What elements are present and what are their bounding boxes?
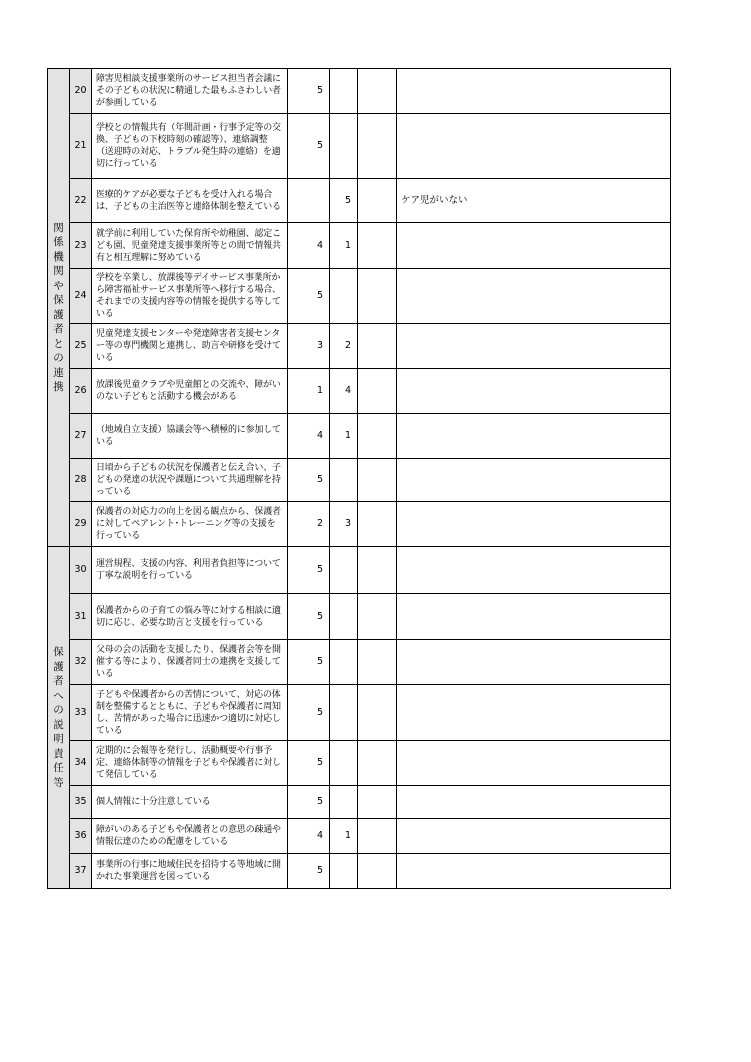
table-row [48,369,671,414]
row-number: 20 [70,69,92,114]
note [397,114,671,179]
row-number: 32 [70,640,92,685]
note [397,269,671,324]
yes-count: 2 [288,502,330,547]
table-row [48,179,671,223]
note [397,640,671,685]
item-text: 学校との情報共有（年間計画・行事予定等の交換、子どもの下校時刻の確認等）、連絡調整（送迎時の対応、トラブル発生時の連絡）を適切に行っている [92,114,288,179]
yes-count [288,179,330,223]
table-row [48,502,671,547]
unknown-count [358,594,397,640]
table-row [48,547,671,594]
table-row [48,685,671,741]
unknown-count [358,369,397,414]
row-number: 22 [70,179,92,223]
no-count: 1 [330,414,358,459]
item-text: 学校を卒業し、放課後等デイサービス事業所から障害福祉サービス事業所等へ移行する場合、それまでの支援内容等の情報を提供する等している [92,269,288,324]
row-number: 23 [70,223,92,269]
yes-count: 4 [288,819,330,854]
unknown-count [358,547,397,594]
note [397,414,671,459]
row-number: 36 [70,819,92,854]
item-text: 事業所の行事に地域住民を招待する等地域に開かれた事業運営を図っている [92,854,288,889]
item-text: （地域自立支援）協議会等へ積極的に参加している [92,414,288,459]
note [397,819,671,854]
yes-count: 5 [288,640,330,685]
table-row [48,69,671,114]
table-row [48,269,671,324]
note [397,223,671,269]
row-number: 28 [70,459,92,502]
no-count [330,854,358,889]
table-row [48,819,671,854]
note [397,685,671,741]
no-count [330,459,358,502]
unknown-count [358,459,397,502]
item-text: 医療的ケアが必要な子どもを受け入れる場合は、子どもの主治医等と連絡体制を整えている [92,179,288,223]
item-text: 運営規程、支援の内容、利用者負担等について丁寧な説明を行っている [92,547,288,594]
item-text: 保護者からの子育ての悩み等に対する相談に適切に応じ、必要な助言と支援を行っている [92,594,288,640]
item-text: 個人情報に十分注意している [92,786,288,819]
note [397,547,671,594]
table-row [48,223,671,269]
row-number: 34 [70,741,92,786]
no-count: 3 [330,502,358,547]
note [397,69,671,114]
unknown-count [358,223,397,269]
unknown-count [358,502,397,547]
item-text: 父母の会の活動を支援したり、保護者会等を開催する等により、保護者同士の連携を支援している [92,640,288,685]
unknown-count [358,114,397,179]
unknown-count [358,269,397,324]
no-count [330,69,358,114]
no-count: 1 [330,223,358,269]
note [397,594,671,640]
yes-count: 1 [288,369,330,414]
row-number: 29 [70,502,92,547]
item-text: 日頃から子どもの状況を保護者と伝え合い、子どもの発達の状況や課題について共通理解を持っている [92,459,288,502]
unknown-count [358,179,397,223]
item-text: 保護者の対応力の向上を図る観点から、保護者に対してペアレント･トレーニング等の支援を行っている [92,502,288,547]
yes-count: 5 [288,547,330,594]
item-text: 障がいのある子どもや保護者との意思の疎通や情報伝達のための配慮をしている [92,819,288,854]
table-row [48,324,671,369]
note [397,741,671,786]
unknown-count [358,324,397,369]
no-count: 2 [330,324,358,369]
yes-count: 5 [288,69,330,114]
row-number: 24 [70,269,92,324]
row-number: 33 [70,685,92,741]
item-text: 定期的に会報等を発行し、活動概要や行事予定、連絡体制等の情報を子どもや保護者に対して発信している [92,741,288,786]
unknown-count [358,685,397,741]
table-row [48,640,671,685]
row-number: 35 [70,786,92,819]
no-count: 1 [330,819,358,854]
unknown-count [358,640,397,685]
no-count [330,269,358,324]
no-count [330,640,358,685]
row-number: 27 [70,414,92,459]
item-text: 就学前に利用していた保育所や幼稚園、認定こども園、児童発達支援事業所等との間で情報共有と相互理解に努めている [92,223,288,269]
item-text: 子どもや保護者からの苦情について、対応の体制を整備するとともに、子どもや保護者に周知し、苦情があった場合に迅速かつ適切に対応している [92,685,288,741]
yes-count: 4 [288,223,330,269]
row-number: 21 [70,114,92,179]
item-text: 放課後児童クラブや児童館との交流や、障がいのない子どもと活動する機会がある [92,369,288,414]
note [397,459,671,502]
yes-count: 5 [288,269,330,324]
table-row [48,854,671,889]
no-count [330,114,358,179]
no-count [330,786,358,819]
yes-count: 5 [288,594,330,640]
no-count: 5 [330,179,358,223]
unknown-count [358,786,397,819]
note: ケア児がいない [397,179,671,223]
note [397,324,671,369]
row-number: 30 [70,547,92,594]
note [397,854,671,889]
row-number: 37 [70,854,92,889]
unknown-count [358,69,397,114]
no-count: 4 [330,369,358,414]
note [397,502,671,547]
no-count [330,741,358,786]
no-count [330,594,358,640]
row-number: 26 [70,369,92,414]
yes-count: 3 [288,324,330,369]
evaluation-table [47,68,671,889]
unknown-count [358,414,397,459]
yes-count: 5 [288,741,330,786]
item-text: 児童発達支援センターや発達障害者支援センター等の専門機関と連携し、助言や研修を受けている [92,324,288,369]
table-row [48,414,671,459]
table-row [48,114,671,179]
table-row [48,741,671,786]
item-text: 障害児相談支援事業所のサービス担当者会議にその子どもの状況に精通した最もふさわしい者が参画している [92,69,288,114]
unknown-count [358,854,397,889]
note [397,786,671,819]
yes-count: 5 [288,685,330,741]
yes-count: 5 [288,854,330,889]
unknown-count [358,819,397,854]
no-count [330,547,358,594]
table-row [48,594,671,640]
table-row [48,786,671,819]
section-label: 関係機関や保護者との連携 [48,69,70,547]
note [397,369,671,414]
table-row [48,459,671,502]
yes-count: 5 [288,786,330,819]
unknown-count [358,741,397,786]
row-number: 25 [70,324,92,369]
yes-count: 5 [288,114,330,179]
section-label: 保護者への説明責任等 [48,547,70,889]
yes-count: 5 [288,459,330,502]
row-number: 31 [70,594,92,640]
yes-count: 4 [288,414,330,459]
no-count [330,685,358,741]
